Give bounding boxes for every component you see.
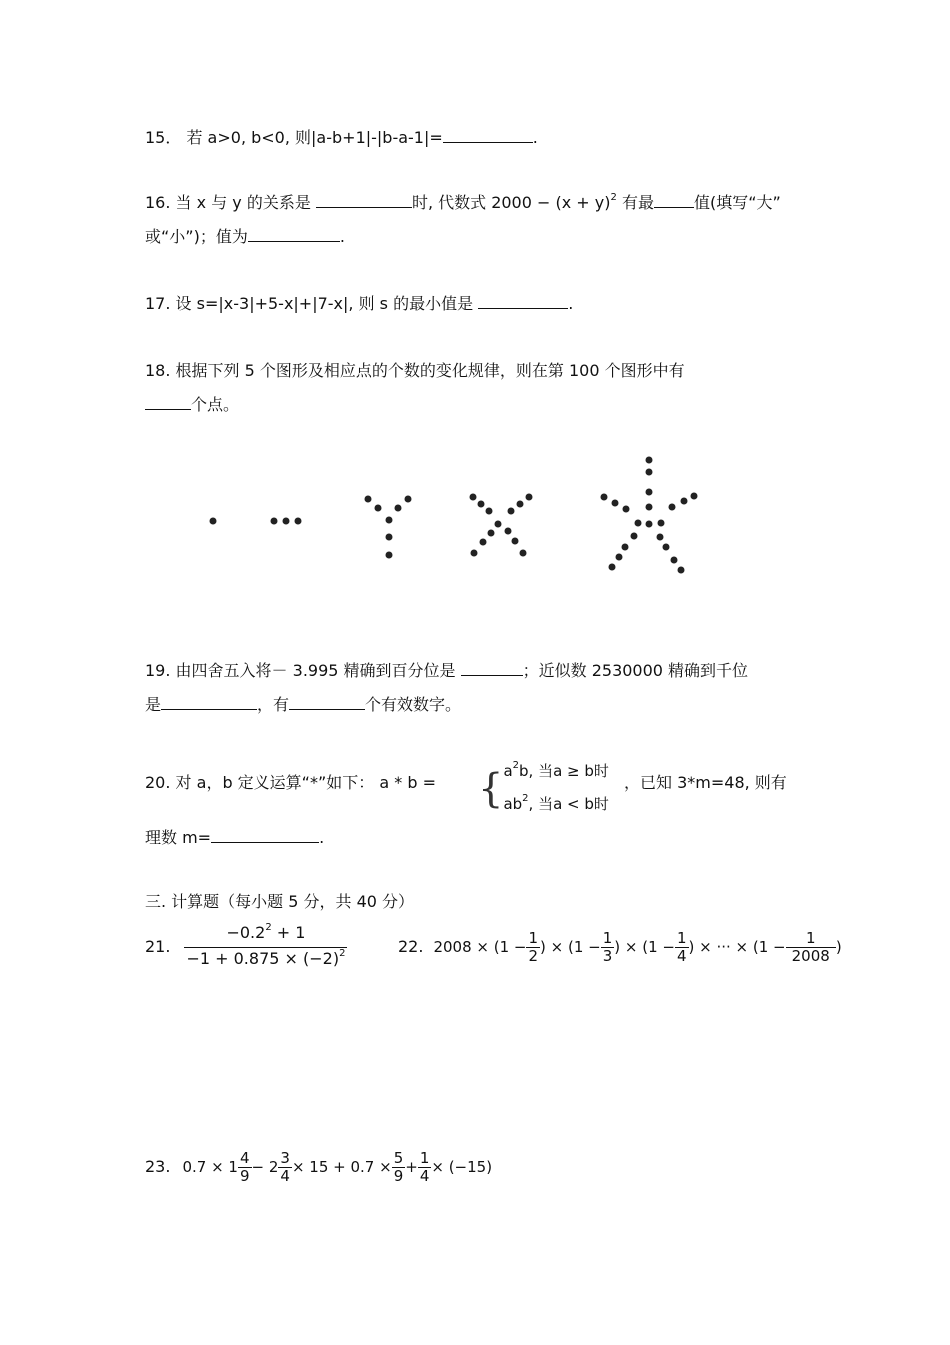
question-16 xyxy=(145,193,781,216)
q22-f1-num: 1 xyxy=(528,928,539,947)
q16-exponent: 2 xyxy=(610,192,617,203)
q23-part-d: + xyxy=(405,1158,418,1176)
figure-4-dot xyxy=(478,501,485,508)
figure-5-dot xyxy=(616,554,623,561)
q21-number: 21. xyxy=(145,937,171,956)
q20-piecewise xyxy=(478,756,609,822)
q22-f3-den: 4 xyxy=(676,946,687,965)
figure-4-dot xyxy=(495,521,502,528)
q23-part-e: × (−15) xyxy=(431,1158,493,1176)
question-16-line2 xyxy=(145,227,345,247)
q18-answer-blank[interactable] xyxy=(145,395,191,410)
figure-5-dot xyxy=(658,520,665,527)
q23-fraction-4 xyxy=(418,1150,432,1185)
figure-1-dot xyxy=(210,518,217,525)
figure-5-dot xyxy=(691,493,698,500)
figure-4-dot xyxy=(470,494,477,501)
q20-case2-a: ab xyxy=(503,795,523,813)
q19-sigfig-blank[interactable] xyxy=(289,695,365,710)
q21-den-a: −1 + 0.875 × (−2) xyxy=(186,948,340,968)
figure-3-dot xyxy=(395,505,402,512)
q16-text-b: 时, 代数式 2000 − (x + y) xyxy=(411,193,611,212)
q22-f4-den: 2008 xyxy=(786,947,836,965)
q20-number: 20. xyxy=(145,773,171,792)
q16-relation-blank[interactable] xyxy=(316,193,412,208)
figure-5-dot xyxy=(646,457,653,464)
q23-f4-den: 4 xyxy=(419,1166,430,1185)
question-20-line2 xyxy=(145,828,324,848)
q20-case1-a: a xyxy=(503,762,513,780)
q16-max-min-blank[interactable] xyxy=(654,193,694,208)
q20-period: . xyxy=(319,828,325,847)
q23-part-c: × 15 + 0.7 × xyxy=(291,1158,392,1176)
section-3-title-text: 三. 计算题（每小题 5 分，共 40 分） xyxy=(145,892,415,911)
q20-case2-b: , 当a < b时 xyxy=(528,795,609,813)
q15-text: 若 a>0, b<0, 则|a-b+1|-|b-a-1|= xyxy=(186,128,443,147)
q20-case1-b: b, 当a ≥ b时 xyxy=(519,762,609,780)
q22-number: 22. xyxy=(398,937,424,956)
q22-f2-num: 1 xyxy=(602,928,613,947)
figure-5-dot xyxy=(609,564,616,571)
figure-2-dot xyxy=(295,518,302,525)
q23-f4-num: 1 xyxy=(419,1148,430,1167)
figure-3-dot xyxy=(405,496,412,503)
figure-5-dot xyxy=(678,567,685,574)
q19-line2-b: ，有 xyxy=(257,695,290,714)
q15-answer-blank[interactable] xyxy=(443,128,533,143)
q20-text-a: 对 a，b 定义运算“*”如下： a * b = xyxy=(175,773,436,792)
q23-f1-num: 4 xyxy=(239,1148,250,1167)
q22-close: ) xyxy=(835,938,842,956)
q16-text-c: 有最 xyxy=(621,193,654,212)
q23-f1-den: 9 xyxy=(239,1166,250,1185)
q16-line2-text: 或“小”)；值为 xyxy=(145,227,248,246)
q20-answer-blank[interactable] xyxy=(211,828,319,843)
figure-4-dot xyxy=(471,550,478,557)
q23-f3-den: 9 xyxy=(393,1166,404,1185)
figure-3-dot xyxy=(375,505,382,512)
figure-5-dot xyxy=(622,544,629,551)
figure-4-dot xyxy=(488,530,495,537)
q18-line2-text: 个点。 xyxy=(191,395,240,414)
q20-case2-exp: 2 xyxy=(522,793,529,804)
q23-fraction-1 xyxy=(238,1150,252,1185)
question-18 xyxy=(145,361,685,381)
q17-number: 17. xyxy=(145,294,171,313)
q22-fraction-2 xyxy=(601,930,615,965)
figure-5-dot xyxy=(681,498,688,505)
figure-3-dot xyxy=(365,496,372,503)
figure-5-dot xyxy=(646,504,653,511)
question-23 xyxy=(145,1144,492,1190)
q22-mid-1: ) × (1 − xyxy=(540,938,601,956)
question-19 xyxy=(145,661,748,681)
figure-4-dot xyxy=(512,538,519,545)
q19-rounding-blank[interactable] xyxy=(461,661,523,676)
q21-numerator xyxy=(212,922,319,947)
q16-text-d: 值(填写“大” xyxy=(693,193,781,212)
question-22 xyxy=(398,924,842,970)
figure-5-dot xyxy=(635,520,642,527)
q22-f3-num: 1 xyxy=(676,928,687,947)
q18-number: 18. xyxy=(145,361,171,380)
figure-5-dot xyxy=(663,544,670,551)
q21-fraction xyxy=(184,922,347,973)
q15-number: 15． xyxy=(145,128,182,147)
figure-5-dot xyxy=(657,534,664,541)
q19-text-b: ；近似数 2530000 精确到千位 xyxy=(522,661,749,680)
q23-part-b: − 2 xyxy=(251,1158,279,1176)
q20-case1-exp: 2 xyxy=(512,760,520,771)
figure-5-dot xyxy=(631,533,638,540)
question-21 xyxy=(145,921,347,970)
q23-part-a: 0.7 × 1 xyxy=(182,1158,238,1176)
q17-text: 设 s=|x-3|+5-x|+|7-x|, 则 s 的最小值是 xyxy=(175,294,474,313)
q20-line2: 理数 m= xyxy=(145,828,212,847)
q22-tail: ) × ··· × (1 − xyxy=(688,938,786,956)
figure-3-dot xyxy=(386,517,393,524)
figure-4-dot xyxy=(517,501,524,508)
q22-mid-2: ) × (1 − xyxy=(614,938,675,956)
figure-4-dot xyxy=(505,528,512,535)
q23-f2-den: 4 xyxy=(280,1166,290,1185)
figure-2-dot xyxy=(283,518,290,525)
q22-lead: 2008 × (1 − xyxy=(433,938,527,956)
q22-fraction-3 xyxy=(675,930,689,965)
figure-4-dot xyxy=(526,494,533,501)
q22-fraction-1 xyxy=(526,930,540,965)
q19-approx-blank[interactable] xyxy=(161,695,257,710)
figure-5-dot xyxy=(646,469,653,476)
q19-text-a: 由四舍五入将－ 3.995 精确到百分位是 xyxy=(175,661,456,680)
question-20-tail xyxy=(624,773,787,793)
q23-f3-num: 5 xyxy=(393,1148,404,1167)
q15-period: . xyxy=(532,128,538,147)
q20-text-b: ，已知 3*m=48, 则有 xyxy=(624,773,787,792)
q21-num-exp: 2 xyxy=(265,921,272,933)
q23-f2-num: 3 xyxy=(280,1148,290,1167)
q21-den-exp: 2 xyxy=(339,947,346,959)
figure-5-dot xyxy=(623,506,630,513)
section-3-title xyxy=(145,892,414,912)
q16-period: . xyxy=(339,227,345,246)
q16-value-blank[interactable] xyxy=(248,227,340,242)
q23-number: 23. xyxy=(145,1157,171,1176)
q19-number: 19. xyxy=(145,661,171,680)
q19-line2-c: 个有效数字。 xyxy=(365,695,462,714)
q22-f2-den: 3 xyxy=(602,946,613,965)
q23-fraction-3 xyxy=(392,1150,406,1185)
q21-num-a: −0.2 xyxy=(226,922,266,942)
question-15 xyxy=(145,128,538,148)
q17-answer-blank[interactable] xyxy=(478,294,568,309)
q20-case-1 xyxy=(503,756,608,789)
figure-3-dot xyxy=(386,534,393,541)
q17-period: . xyxy=(568,294,574,313)
q22-f4-num: 1 xyxy=(805,928,816,947)
figure-5-dot xyxy=(601,494,608,501)
question-18-line2 xyxy=(145,395,239,415)
q21-num-b: + 1 xyxy=(271,922,306,942)
q22-fraction-4 xyxy=(786,930,836,965)
figure-4-dot xyxy=(480,539,487,546)
figure-5-dot xyxy=(612,500,619,507)
question-17 xyxy=(145,294,573,314)
figure-2-dot xyxy=(271,518,278,525)
figure-4-dot xyxy=(520,550,527,557)
figure-5-dot xyxy=(646,521,653,528)
q22-f1-den: 2 xyxy=(528,946,539,965)
figure-5-dot xyxy=(669,504,676,511)
q16-text-a: 当 x 与 y 的关系是 xyxy=(175,193,311,212)
q20-cases xyxy=(503,756,608,822)
figure-3-dot xyxy=(386,552,393,559)
q19-line2-a: 是 xyxy=(145,695,162,714)
q21-denominator xyxy=(184,947,347,973)
figure-5-dot xyxy=(646,489,653,496)
q23-fraction-2 xyxy=(278,1150,292,1185)
figure-4-dot xyxy=(486,508,493,515)
q16-number: 16. xyxy=(145,193,171,212)
question-19-line2 xyxy=(145,695,461,715)
q20-case-2 xyxy=(503,789,608,822)
q20-brace: { xyxy=(478,766,504,812)
figure-4-dot xyxy=(508,508,515,515)
q18-text: 根据下列 5 个图形及相应点的个数的变化规律，则在第 100 个图形中有 xyxy=(175,361,685,380)
question-20 xyxy=(145,773,436,793)
figure-5-dot xyxy=(671,557,678,564)
